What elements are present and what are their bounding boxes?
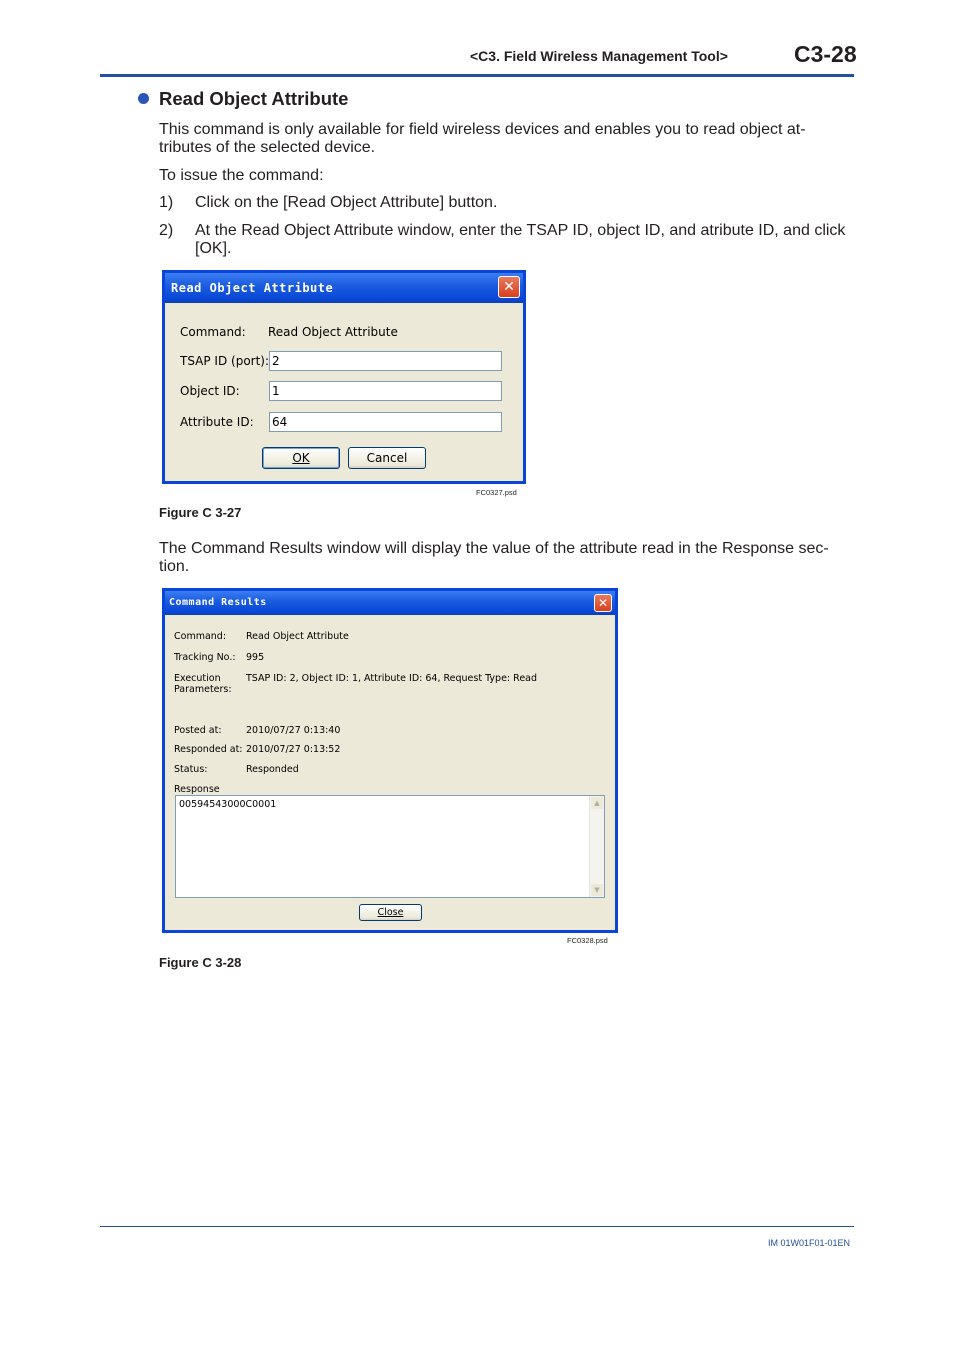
intro-paragraph: This command is only available for field wireless devices and enables you to read object at-tributes of the selected device. [159, 121, 806, 156]
command-label: Command: [174, 631, 227, 642]
close-icon[interactable]: ✕ [594, 594, 612, 612]
posted-at-label: Posted at: [174, 725, 222, 736]
status-value: Responded [246, 764, 299, 775]
close-button-label: Close [377, 907, 404, 918]
dialog-title: Read Object Attribute [171, 281, 334, 295]
object-id-label: Object ID: [180, 384, 240, 398]
step-number: 1) [159, 194, 174, 211]
command-value: Read Object Attribute [246, 631, 349, 642]
figure-file-name: FC0327.psd [476, 488, 517, 497]
dialog-title: Command Results [169, 597, 267, 608]
page-number: C3-28 [794, 41, 857, 67]
attribute-id-label: Attribute ID: [180, 415, 254, 429]
figure-caption: Figure C 3-27 [159, 505, 242, 520]
tracking-no-label: Tracking No.: [174, 652, 236, 663]
dialog-title-bar[interactable] [165, 591, 615, 615]
responded-at-label: Responded at: [174, 744, 243, 755]
bullet-icon [138, 93, 149, 104]
status-label: Status: [174, 764, 208, 775]
cancel-button[interactable] [348, 447, 426, 469]
responded-at-value: 2010/07/27 0:13:52 [246, 744, 341, 755]
response-label: Response [174, 784, 220, 795]
dialog-title-bar[interactable] [165, 273, 523, 303]
tsap-id-input[interactable]: 2 [269, 351, 502, 371]
step-text: At the Read Object Attribute window, enter the TSAP ID, object ID, and atribute ID, and click [OK]. [195, 222, 846, 257]
response-scrollbar[interactable] [589, 796, 604, 897]
running-header-chapter: <C3. Field Wireless Management Tool> [470, 48, 728, 64]
ok-button-label: OK [292, 451, 310, 465]
close-button[interactable] [359, 904, 422, 921]
tracking-no-value: 995 [246, 652, 265, 663]
response-value: 00594543000C0001 [179, 799, 277, 810]
figure-caption: Figure C 3-28 [159, 955, 242, 970]
scroll-down-icon[interactable]: ▼ [591, 884, 603, 896]
step-number: 2) [159, 222, 174, 239]
read-object-attribute-dialog [162, 270, 526, 484]
execution-parameters-value: TSAP ID: 2, Object ID: 1, Attribute ID: 64, Request Type: Read [246, 673, 538, 684]
object-id-input[interactable]: 1 [269, 381, 502, 401]
command-value: Read Object Attribute [268, 325, 398, 339]
response-textarea[interactable] [175, 795, 605, 898]
scroll-up-icon[interactable]: ▲ [591, 797, 603, 809]
step-text: Click on the [Read Object Attribute] button. [195, 194, 498, 211]
header-rule [100, 74, 854, 77]
issue-lead: To issue the command: [159, 167, 324, 184]
results-paragraph: The Command Results window will display the value of the attribute read in the Response sec-tion. [159, 540, 829, 575]
document-id: IM 01W01F01-01EN [768, 1238, 851, 1248]
ok-button[interactable] [262, 447, 340, 469]
attribute-id-input[interactable]: 64 [269, 412, 502, 432]
command-results-dialog [162, 588, 618, 933]
cancel-button-label: Cancel [366, 451, 408, 465]
tsap-id-label: TSAP ID (port): [180, 354, 270, 368]
command-label: Command: [180, 325, 246, 339]
execution-parameters-label: Parameters: [174, 684, 232, 695]
execution-parameters-label: Execution [174, 673, 221, 684]
section-title: Read Object Attribute [159, 88, 349, 109]
footer-rule [100, 1226, 854, 1227]
close-icon[interactable]: ✕ [498, 276, 520, 298]
posted-at-value: 2010/07/27 0:13:40 [246, 725, 341, 736]
figure-file-name: FC0328.psd [567, 936, 608, 945]
